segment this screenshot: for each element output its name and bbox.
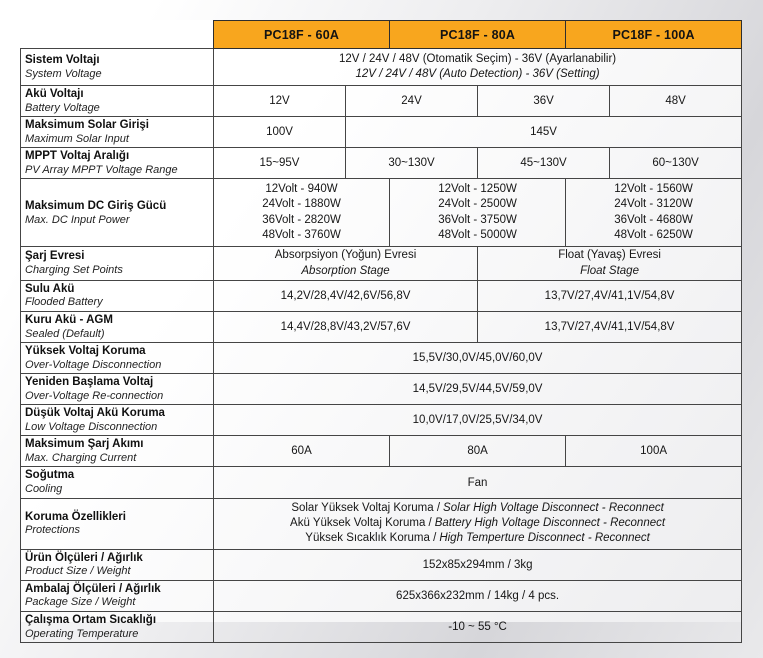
table-row (21, 436, 742, 467)
row-label-tr: MPPT Voltaj Aralığı (25, 150, 130, 163)
cell-max-dc-input (566, 179, 742, 247)
dc-power-line: 12Volt - 940W (265, 182, 338, 195)
row-label-tr: Ambalaj Ölçüleri / Ağırlık (25, 582, 161, 595)
table-row (21, 49, 742, 86)
dc-power-line: 24Volt - 1880W (262, 198, 341, 211)
cell-mppt-range: 45~130V (478, 148, 610, 179)
value-tr: Float (Yavaş) Evresi (558, 249, 661, 262)
row-label-tr: Maksimum DC Giriş Gücü (25, 199, 167, 212)
row-label-en: Over-Voltage Re-connection (25, 389, 164, 402)
row-label-en: Protections (25, 524, 81, 537)
cell-system-voltage (214, 49, 742, 86)
row-label-tr: Yüksek Voltaj Koruma (25, 344, 146, 357)
table-row (21, 342, 742, 373)
dc-power-line: 24Volt - 2500W (438, 198, 517, 211)
value-en: 12V / 24V / 48V (Auto Detection) - 36V (Setting) (355, 68, 600, 80)
row-label-over-voltage-disconnection (21, 342, 214, 373)
protection-tr: Solar Yüksek Voltaj Koruma / (291, 501, 441, 514)
table-row (21, 280, 742, 311)
row-label-tr: Şarj Evresi (25, 250, 85, 263)
row-label-tr: Kuru Akü - AGM (25, 313, 113, 326)
row-label-protections (21, 498, 214, 549)
cell-flooded-absorption: 14,2V/28,4V/42,6V/56,8V (214, 280, 478, 311)
cell-over-voltage-reconnection: 14,5V/29,5V/44,5V/59,0V (214, 374, 742, 405)
row-label-en: Max. DC Input Power (25, 213, 130, 226)
row-label-tr: Çalışma Ortam Sıcaklığı (25, 613, 157, 626)
row-label-battery-voltage (21, 86, 214, 117)
row-label-operating-temperature (21, 611, 214, 642)
table-row (21, 580, 742, 611)
value-tr: Absorpsiyon (Yoğun) Evresi (274, 249, 417, 262)
row-label-flooded-battery (21, 280, 214, 311)
row-label-tr: Akü Voltajı (25, 88, 84, 100)
cell-max-charging-current: 80A (390, 436, 566, 467)
cell-battery-voltage: 12V (214, 86, 346, 117)
spec-table (20, 20, 742, 643)
table-row (21, 405, 742, 436)
row-label-en: Operating Temperature (25, 627, 139, 640)
dc-power-line: 12Volt - 1560W (614, 182, 693, 195)
row-label-max-dc-input (21, 179, 214, 247)
table-row (21, 247, 742, 280)
row-label-en: Maximum Solar Input (25, 132, 129, 145)
row-label-en: PV Array MPPT Voltage Range (25, 163, 178, 176)
model-column-header: PC18F - 100A (566, 21, 742, 49)
row-label-product-size (21, 549, 214, 580)
table-row (21, 117, 742, 148)
row-label-en: Battery Voltage (25, 101, 100, 114)
row-label-en: Low Voltage Disconnection (25, 420, 158, 433)
row-label-en: Sealed (Default) (25, 327, 105, 340)
protection-en: High Temperture Disconnect - Reconnect (439, 532, 650, 545)
protection-en: Battery High Voltage Disconnect - Reconnect (434, 517, 666, 529)
dc-power-line: 36Volt - 2820W (262, 213, 341, 226)
row-label-en: Flooded Battery (25, 296, 103, 309)
cell-mppt-range: 30~130V (346, 148, 478, 179)
table-row (21, 498, 742, 549)
row-label-en: Product Size / Weight (25, 565, 131, 578)
cell-float-stage (478, 247, 742, 280)
cell-mppt-range: 60~130V (610, 148, 742, 179)
row-label-en: Cooling (25, 483, 63, 496)
cell-absorption-stage (214, 247, 478, 280)
header-spacer (21, 21, 214, 49)
row-label-tr: Koruma Özellikleri (25, 510, 126, 523)
value-en: Absorption Stage (301, 264, 390, 277)
cell-sealed-float: 13,7V/27,4V/41,1V/54,8V (478, 311, 742, 342)
row-label-max-solar-input (21, 117, 214, 148)
row-label-cooling (21, 467, 214, 498)
model-column-header: PC18F - 60A (214, 21, 390, 49)
cell-over-voltage-disconnection: 15,5V/30,0V/45,0V/60,0V (214, 342, 742, 373)
dc-power-line: 36Volt - 4680W (614, 213, 693, 226)
dc-power-line: 36Volt - 3750W (438, 213, 517, 226)
protection-line (217, 501, 738, 516)
row-label-package-size (21, 580, 214, 611)
cell-max-solar-input: 145V (346, 117, 742, 148)
cell-cooling: Fan (214, 467, 742, 498)
row-label-over-voltage-reconnection (21, 374, 214, 405)
row-label-tr: Sistem Voltajı (25, 53, 100, 66)
dc-power-line: 48Volt - 3760W (262, 229, 341, 242)
cell-protections (214, 498, 742, 549)
value-tr: 12V / 24V / 48V (Otomatik Seçim) - 36V (Ayarlanabilir) (338, 52, 617, 65)
row-label-max-charging-current (21, 436, 214, 467)
cell-sealed-absorption: 14,4V/28,8V/43,2V/57,6V (214, 311, 478, 342)
row-label-en: Package Size / Weight (25, 596, 136, 609)
cell-product-size: 152x85x294mm / 3kg (214, 549, 742, 580)
protection-line (217, 516, 738, 531)
row-label-tr: Soğutma (25, 469, 75, 482)
dc-power-line: 48Volt - 6250W (614, 229, 693, 242)
cell-max-charging-current: 100A (566, 436, 742, 467)
cell-max-dc-input (214, 179, 390, 247)
dc-power-line: 24Volt - 3120W (614, 198, 693, 211)
protection-en: Solar High Voltage Disconnect - Reconnect (443, 501, 664, 514)
cell-battery-voltage: 48V (610, 86, 742, 117)
row-label-mppt-range (21, 148, 214, 179)
header-row (21, 21, 742, 49)
table-row (21, 467, 742, 498)
cell-operating-temperature: -10 ~ 55 °C (214, 611, 742, 642)
table-row (21, 86, 742, 117)
dc-power-line: 12Volt - 1250W (438, 182, 517, 195)
row-label-tr: Sulu Akü (25, 282, 75, 295)
row-label-en: Charging Set Points (25, 264, 123, 277)
cell-package-size: 625x366x232mm / 14kg / 4 pcs. (214, 580, 742, 611)
value-en: Float Stage (580, 264, 639, 277)
table-row (21, 549, 742, 580)
cell-mppt-range: 15~95V (214, 148, 346, 179)
row-label-tr: Maksimum Solar Girişi (25, 119, 149, 132)
table-row (21, 311, 742, 342)
row-label-system-voltage (21, 49, 214, 86)
row-label-tr: Maksimum Şarj Akımı (25, 438, 144, 451)
model-column-header: PC18F - 80A (390, 21, 566, 49)
row-label-en: System Voltage (25, 67, 102, 80)
cell-max-dc-input (390, 179, 566, 247)
cell-low-voltage-disconnection: 10,0V/17,0V/25,5V/34,0V (214, 405, 742, 436)
row-label-tr: Yeniden Başlama Voltaj (25, 376, 154, 389)
table-row (21, 374, 742, 405)
cell-max-solar-input: 100V (214, 117, 346, 148)
row-label-low-voltage-disconnection (21, 405, 214, 436)
protection-tr: Akü Yüksek Voltaj Koruma / (290, 517, 432, 529)
cell-flooded-float: 13,7V/27,4V/41,1V/54,8V (478, 280, 742, 311)
protection-tr: Yüksek Sıcaklık Koruma / (305, 532, 437, 545)
cell-max-charging-current: 60A (214, 436, 390, 467)
table-row (21, 148, 742, 179)
table-row (21, 611, 742, 642)
table-row (21, 179, 742, 247)
row-label-sealed-agm (21, 311, 214, 342)
protection-line (217, 531, 738, 546)
dc-power-line: 48Volt - 5000W (438, 229, 517, 242)
row-label-en: Over-Voltage Disconnection (25, 358, 162, 371)
cell-battery-voltage: 36V (478, 86, 610, 117)
row-label-tr: Düşük Voltaj Akü Koruma (25, 407, 165, 420)
row-label-en: Max. Charging Current (25, 452, 137, 465)
row-label-charging-set-points (21, 247, 214, 280)
cell-battery-voltage: 24V (346, 86, 478, 117)
row-label-tr: Ürün Ölçüleri / Ağırlık (25, 551, 143, 564)
